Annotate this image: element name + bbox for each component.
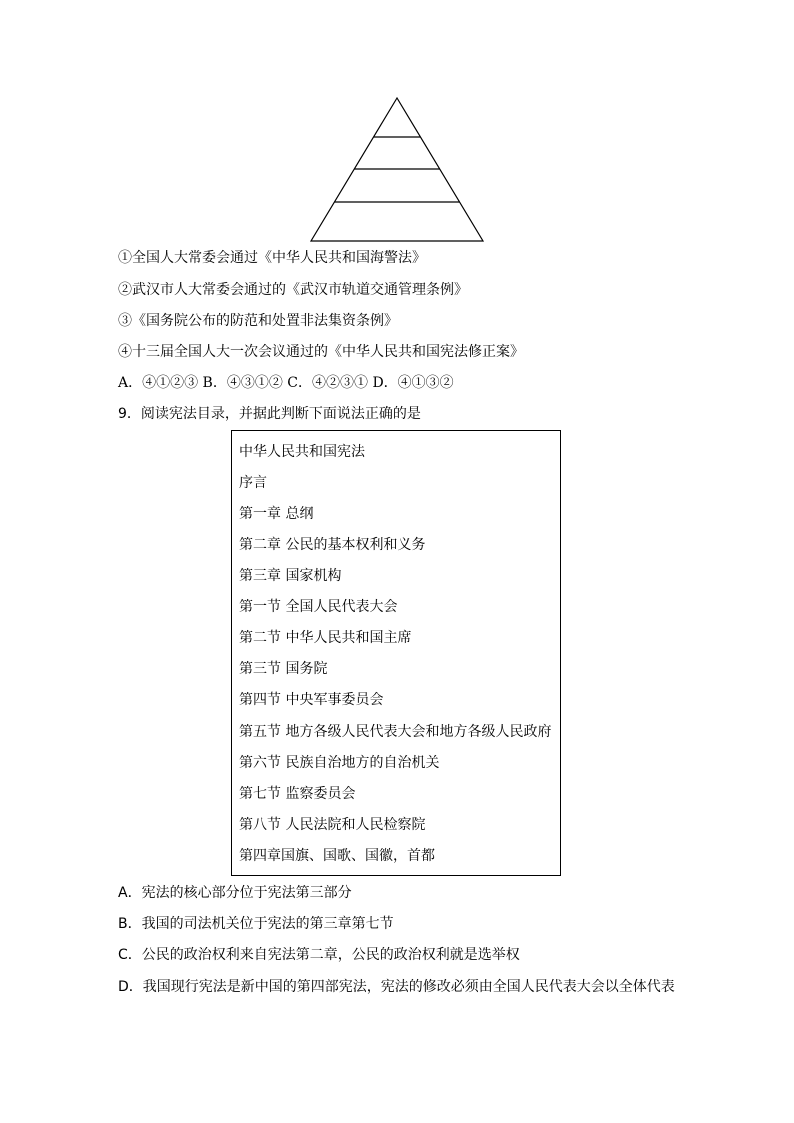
toc-item: 第三节 国务院 xyxy=(239,661,328,677)
toc-item: 第一节 全国人民代表大会 xyxy=(239,599,398,615)
statement-3: ③《国务院公布的防范和处置非法集资条例》 xyxy=(118,313,398,329)
q9-option-a: A．宪法的核心部分位于宪法第三部分 xyxy=(118,885,352,901)
q9-option-b: B．我国的司法机关位于宪法的第三章第七节 xyxy=(118,916,394,932)
q8-options: A．④①②③ B．④③①② C．④②③① D．④①③② xyxy=(118,375,454,391)
toc-item: 第五节 地方各级人民代表大会和地方各级人民政府 xyxy=(239,724,552,740)
q9-option-d: D．我国现行宪法是新中国的第四部宪法，宪法的修改必须由全国人民代表大会以全体代表 xyxy=(118,979,675,995)
q9-stem: 9．阅读宪法目录，并据此判断下面说法正确的是 xyxy=(118,406,421,422)
toc-item: 第一章 总纲 xyxy=(239,506,314,522)
toc-item: 第四章国旗、国歌、国徽，首都 xyxy=(239,848,435,864)
pyramid-diagram xyxy=(309,96,485,244)
statement-2: ②武汉市人大常委会通过的《武汉市轨道交通管理条例》 xyxy=(118,282,468,298)
toc-title: 中华人民共和国宪法 xyxy=(239,444,365,460)
toc-item: 第四节 中央军事委员会 xyxy=(239,692,384,708)
toc-item: 第三章 国家机构 xyxy=(239,568,342,584)
statement-4: ④十三届全国人大一次会议通过的《中华人民共和国宪法修正案》 xyxy=(118,344,524,360)
q9-option-c: C．公民的政治权利来自宪法第二章，公民的政治权利就是选举权 xyxy=(118,947,520,963)
toc-item: 第八节 人民法院和人民检察院 xyxy=(239,817,426,833)
toc-item: 第二节 中华人民共和国主席 xyxy=(239,630,412,646)
toc-item: 序言 xyxy=(239,475,267,491)
statement-1: ①全国人大常委会通过《中华人民共和国海警法》 xyxy=(118,250,426,266)
constitution-toc-box xyxy=(231,430,561,876)
toc-item: 第七节 监察委员会 xyxy=(239,786,356,802)
toc-item: 第二章 公民的基本权利和义务 xyxy=(239,537,426,553)
toc-item: 第六节 民族自治地方的自治机关 xyxy=(239,755,440,771)
